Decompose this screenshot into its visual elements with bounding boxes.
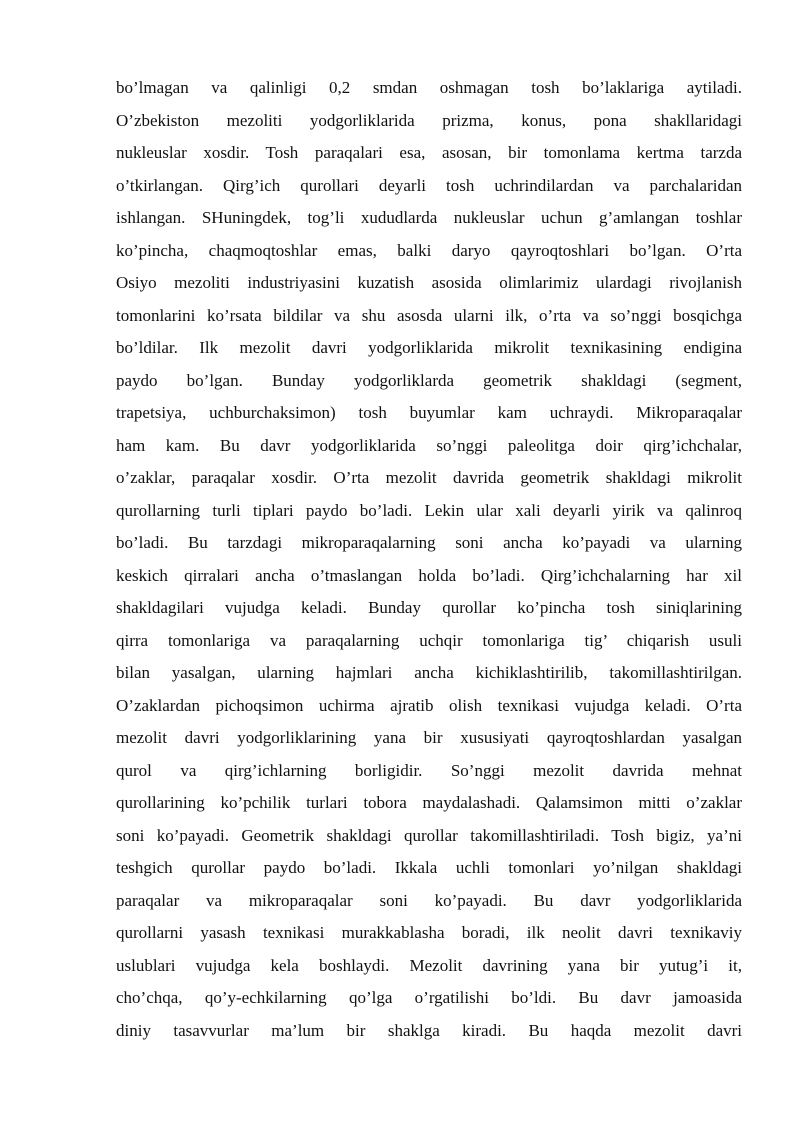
text-line: qirra tomonlariga va paraqalarning uchqir tomonlariga tig’ chiqarish usuli — [116, 630, 742, 650]
text-line: bo’lmagan va qalinligi 0,2 smdan oshmagan tosh bo’laklariga aytiladi. — [116, 78, 742, 97]
text-line: keskich qirralari ancha o’tmaslangan holda bo’ladi. Qirg’ichchalarning har xil — [116, 565, 742, 585]
text-line: O’zbekiston mezoliti yodgorliklarida prizma, konus, pona shakllaridagi — [116, 110, 742, 130]
text-line: ham kam. Bu davr yodgorliklarida so’nggi paleolitga doir qirg’ichchalar, — [116, 435, 742, 455]
text-line: o’tkirlangan. Qirg’ich qurollari deyarli tosh uchrindilardan va parchalaridan — [116, 175, 742, 195]
text-line: qurollarining ko’pchilik turlari tobora maydalashadi. Qalamsimon mitti o’zaklar — [116, 793, 742, 812]
text-line: uslublari vujudga kela boshlaydi. Mezolit davrining yana bir yutug’i it, — [116, 955, 742, 975]
text-line: o’zaklar, paraqalar xosdir. O’rta mezolit davrida geometrik shakldagi mikrolit — [116, 468, 742, 487]
text-line: bo’ldilar. Ilk mezolit davri yodgorliklarida mikrolit texnikasining endigina — [116, 338, 742, 357]
text-line: trapetsiya, uchburchaksimon) tosh buyumlar kam uchraydi. Mikroparaqalar — [116, 403, 742, 422]
text-line: tomonlarini ko’rsata bildilar va shu asosda ularni ilk, o’rta va so’nggi bosqichga — [116, 305, 742, 325]
text-line: cho’chqa, qo’y-echkilarning qo’lga o’rgatilishi bo’ldi. Bu davr jamoasida — [116, 988, 742, 1007]
body-text — [116, 72, 742, 1047]
text-line: soni ko’payadi. Geometrik shakldagi qurollar takomillashtiriladi. Tosh bigiz, ya’ni — [116, 825, 742, 845]
text-line: bilan yasalgan, ularning hajmlari ancha kichiklashtirilib, takomillashtirilgan. — [116, 663, 742, 682]
text-line: diniy tasavvurlar ma’lum bir shaklga kiradi. Bu haqda mezolit davri — [116, 1020, 742, 1040]
text-line: ko’pincha, chaqmoqtoshlar emas, balki daryo qayroqtoshlari bo’lgan. O’rta — [116, 240, 742, 260]
text-line: shakldagilari vujudga keladi. Bunday qurollar ko’pincha tosh siniqlarining — [116, 598, 742, 617]
text-line: Osiyo mezoliti industriyasini kuzatish asosida olimlarimiz ulardagi rivojlanish — [116, 273, 742, 292]
text-line: bo’ladi. Bu tarzdagi mikroparaqalarning soni ancha ko’payadi va ularning — [116, 533, 742, 552]
text-line: paydo bo’lgan. Bunday yodgorliklarda geometrik shakldagi (segment, — [116, 370, 742, 390]
text-line: ishlangan. SHuningdek, tog’li xududlarda nukleuslar uchun g’amlangan toshlar — [116, 208, 742, 227]
text-line: teshgich qurollar paydo bo’ladi. Ikkala uchli tomonlari yo’nilgan shakldagi — [116, 858, 742, 877]
text-line: nukleuslar xosdir. Tosh paraqalari esa, asosan, bir tomonlama kertma tarzda — [116, 143, 742, 162]
text-line: O’zaklardan pichoqsimon uchirma ajratib olish texnikasi vujudga keladi. O’rta — [116, 695, 742, 715]
text-line: qurol va qirg’ichlarning borligidir. So’nggi mezolit davrida mehnat — [116, 760, 742, 780]
text-line: mezolit davri yodgorliklarining yana bir xususiyati qayroqtoshlardan yasalgan — [116, 728, 742, 747]
text-line: qurollarning turli tiplari paydo bo’ladi. Lekin ular xali deyarli yirik va qalinroq — [116, 500, 742, 520]
text-line: paraqalar va mikroparaqalar soni ko’payadi. Bu davr yodgorliklarida — [116, 890, 742, 910]
text-line: qurollarni yasash texnikasi murakkablasha boradi, ilk neolit davri texnikaviy — [116, 923, 742, 942]
